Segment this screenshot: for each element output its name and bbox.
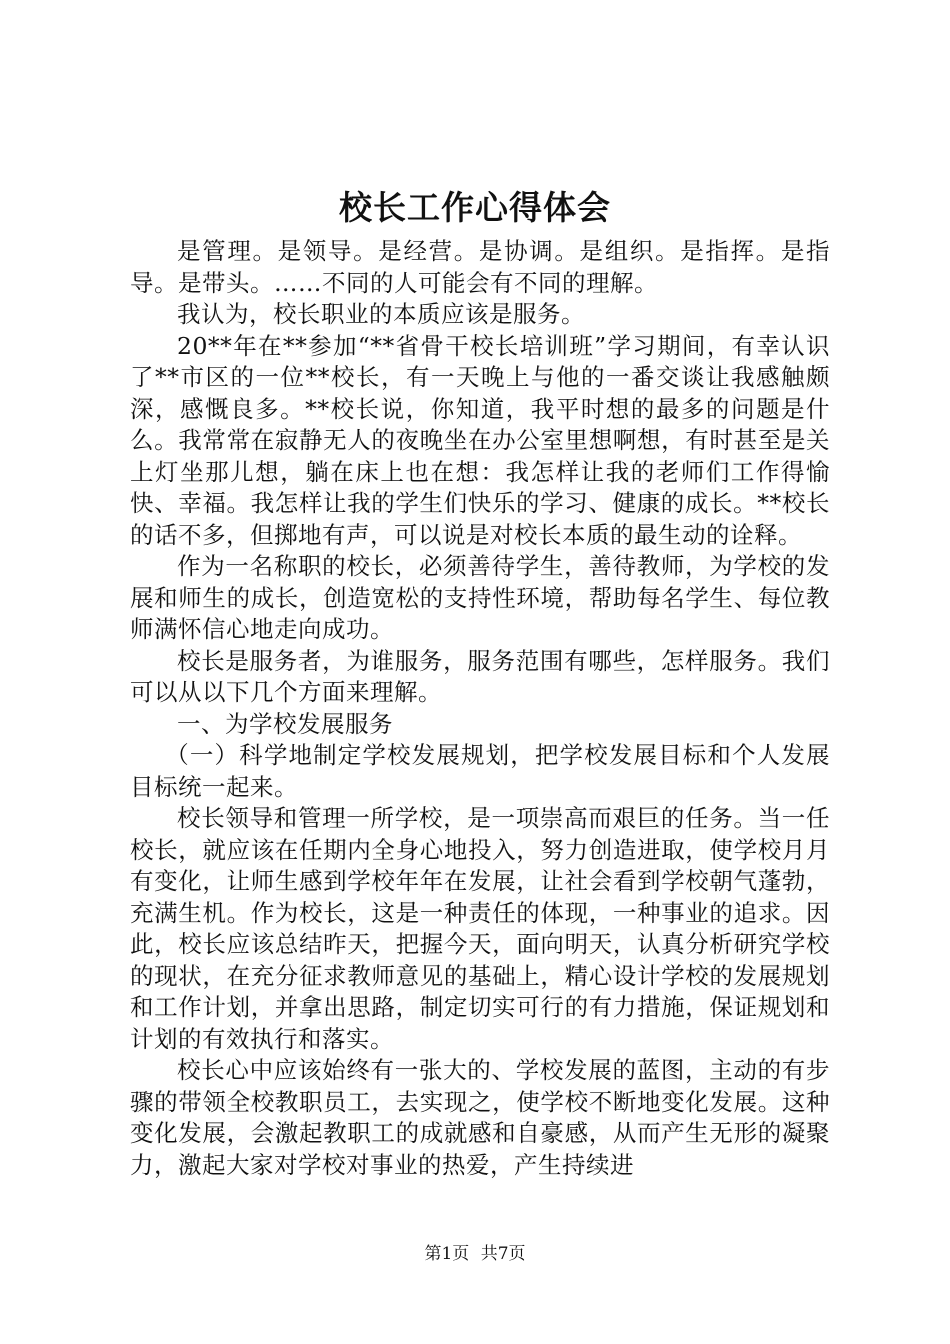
- page-number: 第1页: [424, 1244, 470, 1264]
- subsection-heading: （一）科学地制定学校发展规划，把学校发展目标和个人发展目标统一起来。: [130, 741, 830, 801]
- section-heading: 一、为学校发展服务: [177, 709, 393, 738]
- paragraph: 校长是服务者，为谁服务，服务范围有哪些，怎样服务。我们可以从以下几个方面来理解。: [130, 646, 830, 706]
- document-title: 校长工作心得体会: [339, 188, 611, 227]
- page-total: 共7页: [480, 1244, 526, 1264]
- document-body: [130, 236, 830, 1181]
- paragraph: 校长心中应该始终有一张大的、学校发展的蓝图，主动的有步骤的带领全校教职员工，去实现之，使学校不断地变化发展。这种变化发展，会激起教职工的成就感和自豪感，从而产生无形的凝聚力，激起大家对学校对事业的热爱，产生持续进: [130, 1056, 830, 1179]
- paragraph: 作为一名称职的校长，必须善待学生，善待教师，为学校的发展和师生的成长，创造宽松的支持性环境，帮助每名学生、每位教师满怀信心地走向成功。: [130, 552, 830, 643]
- paragraph: 我认为，校长职业的本质应该是服务。: [177, 300, 585, 328]
- paragraph: 20**年在**参加“**省骨干校长培训班”学习期间，有幸认识了**市区的一位**校长，有一天晚上与他的一番交谈让我感触颇深，感慨良多。**校长说，你知道，我平时想的最多的问题是什么。我常常在寂静无人的夜晚坐在办公室里想啊想，有时甚至是关上灯坐那儿想，躺在床上也在想：我怎样让我的老师们工作得愉快、幸福。我怎样让我的学生们快乐的学习、健康的成长。**校长的话不多，但掷地有声，可以说是对校长本质的最生动的诠释。: [130, 331, 830, 549]
- page-footer: [0, 1242, 950, 1266]
- paragraph: 是管理。是领导。是经营。是协调。是组织。是指挥。是指导。是带头。……不同的人可能会有不同的理解。: [130, 237, 830, 297]
- paragraph: 校长领导和管理一所学校，是一项崇高而艰巨的任务。当一任校长，就应该在任期内全身心地投入，努力创造进取，使学校月月有变化，让师生感到学校年年在发展，让社会看到学校朝气蓬勃，充满生机。作为校长，这是一种责任的体现，一种事业的追求。因此，校长应该总结昨天，把握今天，面向明天，认真分析研究学校的现状，在充分征求教师意见的基础上，精心设计学校的发展规划和工作计划，并拿出思路，制定切实可行的有力措施，保证规划和计划的有效执行和落实。: [130, 804, 830, 1053]
